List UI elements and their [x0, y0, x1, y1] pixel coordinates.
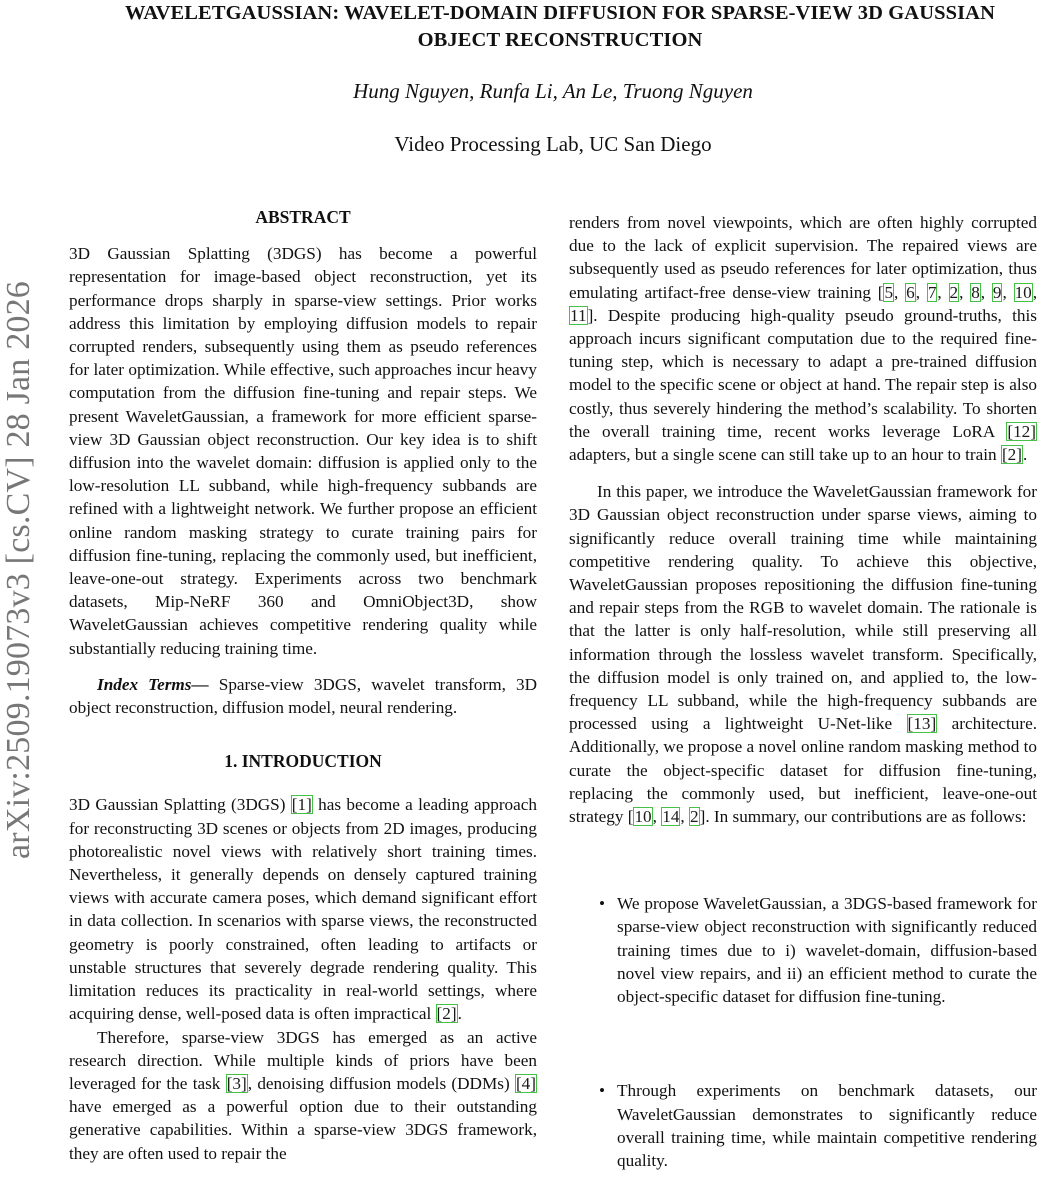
citation-link[interactable]: 9 — [992, 282, 1002, 302]
paragraph-text: In this paper, we introduce the WaveletGaussian framework for 3D Gaussian object reconstruction under sparse views, aiming to significantly reduce overall training time while maintaining competitive rendering quality. To achieve this objective, WaveletGaussian proposes repositioning the diffusion fine-tuning and repair steps from the RGB to wavelet domain. The rationale is that the latter is only half-resolution, while still preserving all information through the lossless wavelet transform. Specifically, the diffusion model is only trained on, and applied to, the low-frequency LL subband, while the high-frequency subbands are processed using a lightweight U-Net-like — [569, 482, 1037, 734]
index-terms-text: Sparse-view 3DGS, wavelet transform, 3D object reconstruction, diffusion model, neural rendering. — [69, 674, 537, 718]
paragraph-text: ]. In summary, our contributions are as follows: — [699, 807, 1027, 827]
citation-link[interactable]: [4] — [515, 1073, 536, 1093]
citation-link[interactable]: [13] — [907, 714, 937, 734]
paragraph-text: Therefore, sparse-view 3DGS has emerged as an active research direction. While multiple kinds of priors have been leveraged for the task — [69, 1027, 537, 1093]
paragraph-text: , — [937, 282, 949, 302]
paragraph-text: . — [457, 1004, 462, 1024]
citation-link[interactable]: [3] — [226, 1073, 247, 1093]
arxiv-sidebar-stamp — [0, 234, 38, 906]
paragraph-text: , — [894, 282, 906, 302]
intro-paragraph-2-continued — [569, 211, 1037, 466]
title-line-1: WAVELETGAUSSIAN: WAVELET-DOMAIN DIFFUSION FOR SPARSE-VIEW 3D GAUSSIAN — [125, 2, 995, 24]
paper-title — [60, 0, 1037, 54]
intro-paragraph-3 — [569, 480, 1037, 828]
paragraph-text: ]. Despite producing high-quality pseudo ground-truths, this approach incurs significant computation due to the required fine-tuning step, which is necessary to adapt a pre-trained diffusion model to the specific scene or object at hand. The repair step is also costly, thus severely hindering the method’s scalability. To shorten the overall training time, recent works leverage LoRA — [569, 305, 1037, 441]
abstract-heading: ABSTRACT — [255, 207, 351, 227]
contributions-list — [569, 892, 1037, 1172]
paragraph-text: has become a leading approach for reconstructing 3D scenes or objects from 2D images, producing photorealistic novel views with relatively short training times. Nevertheless, it generally depends on densely captured training views with accurate camera poses, which demand significant effort in data collection. In scenarios with sparse views, the reconstructed geometry is poorly constrained, often leading to artifacts or unstable structures that severely degrade rendering quality. This limitation reduces its practicality in real-world settings, where acquiring dense, well-posed data is often impractical — [69, 795, 537, 1024]
intro-paragraph-2 — [69, 1026, 537, 1165]
contribution-item — [569, 892, 1037, 1008]
paragraph-text: have emerged as a powerful option due to their outstanding generative capabilities. Within a sparse-view 3DGS framework, they are often used to repair the — [69, 1097, 537, 1163]
citation-link[interactable]: [2] — [436, 1004, 457, 1024]
author-list: Hung Nguyen, Runfa Li, An Le, Truong Nguyen — [353, 79, 753, 103]
right-column — [569, 211, 1037, 1172]
affiliation: Video Processing Lab, UC San Diego — [394, 132, 712, 156]
left-column — [69, 206, 537, 1165]
index-terms-label: Index Terms— — [97, 674, 209, 694]
paragraph-text: 3D Gaussian Splatting (3DGS) — [69, 795, 291, 815]
intro-paragraph-1 — [69, 793, 537, 1025]
introduction-heading: 1. INTRODUCTION — [224, 751, 382, 772]
citation-link[interactable]: 2 — [690, 807, 699, 827]
contribution-item — [569, 1079, 1037, 1172]
paragraph-text: , — [652, 807, 662, 827]
contribution-text: We propose WaveletGaussian, a 3DGS-based framework for sparse-view object reconstruction with significantly reduced training times due to i) wavelet-domain, diffusion-based novel view repairs, and ii) an efficient method to curate the object-specific dataset for diffusion fine-tuning. — [617, 894, 1037, 1007]
abstract-body: 3D Gaussian Splatting (3DGS) has become a powerful representation for image-based object reconstruction, yet its performance drops sharply in sparse-view settings. Prior works address this limitation by employing diffusion models to repair corrupted renders, subsequently using them as pseudo references for later optimization. While effective, such approaches incur heavy computation from the diffusion fine-tuning and repair steps. We present WaveletGaussian, a framework for more efficient sparse-view 3D Gaussian object reconstruction. Our key idea is to shift diffusion into the wavelet domain: diffusion is applied only to the low-resolution LL subband, while high-frequency subbands are refined with a lightweight network. We further propose an efficient online random masking strategy to curate training pairs for diffusion fine-tuning, replacing the commonly used, but inefficient, leave-one-out strategy. Experiments across two benchmark datasets, Mip-NeRF 360 and OmniObject3D, show WaveletGaussian achieves competitive rendering quality while substantially reducing training time. — [69, 244, 537, 658]
citation-link[interactable]: 11 — [570, 305, 587, 325]
title-line-2: OBJECT RECONSTRUCTION — [417, 29, 703, 51]
citation-link[interactable]: 7 — [927, 282, 937, 302]
paragraph-text: architecture. Additionally, we propose a novel online random masking method to curate the object-specific dataset for diffusion fine-tuning, replacing the commonly used, but inefficient, leave-one-out strategy [ — [569, 714, 1037, 827]
paragraph-text: , — [1032, 282, 1037, 302]
paragraph-text: renders from novel viewpoints, which are often highly corrupted due to the lack of explicit supervision. The repaired views are subsequently used as pseudo references for later optimization, thus emulating artifact-free dense-view training [ — [569, 213, 1037, 302]
paragraph-text: , — [680, 807, 689, 827]
paragraph-text: , denoising diffusion models (DDMs) — [247, 1073, 515, 1093]
arxiv-identifier: arXiv:2509.19073v3 [cs.CV] 28 Jan 2026 — [0, 281, 38, 859]
paragraph-text: . — [1023, 445, 1028, 465]
index-terms — [69, 673, 537, 719]
citation-link[interactable]: [2] — [1001, 445, 1022, 465]
paragraph-text: , — [915, 282, 927, 302]
citation-link[interactable]: [12] — [1007, 421, 1036, 441]
paragraph-text: , — [980, 282, 992, 302]
citation-link[interactable]: 6 — [906, 282, 915, 302]
citation-link[interactable]: 5 — [884, 282, 894, 302]
citation-link[interactable]: 14 — [662, 807, 680, 827]
bullet-icon: • — [599, 1081, 606, 1101]
bullet-icon: • — [599, 894, 606, 914]
citation-link[interactable]: 2 — [949, 282, 959, 302]
paragraph-text: , — [959, 282, 971, 302]
citation-link[interactable]: 8 — [971, 282, 980, 302]
citation-link[interactable]: 10 — [1014, 282, 1032, 302]
contribution-text: Through experiments on benchmark datasets, our WaveletGaussian demonstrates to significantly reduce overall training time, while maintain competitive rendering quality. — [617, 1081, 1037, 1170]
paragraph-text: adapters, but a single scene can still take up to an hour to train — [569, 445, 1001, 465]
citation-link[interactable]: [1] — [291, 795, 312, 815]
citation-link[interactable]: 10 — [634, 807, 652, 827]
paragraph-text: , — [1002, 282, 1014, 302]
